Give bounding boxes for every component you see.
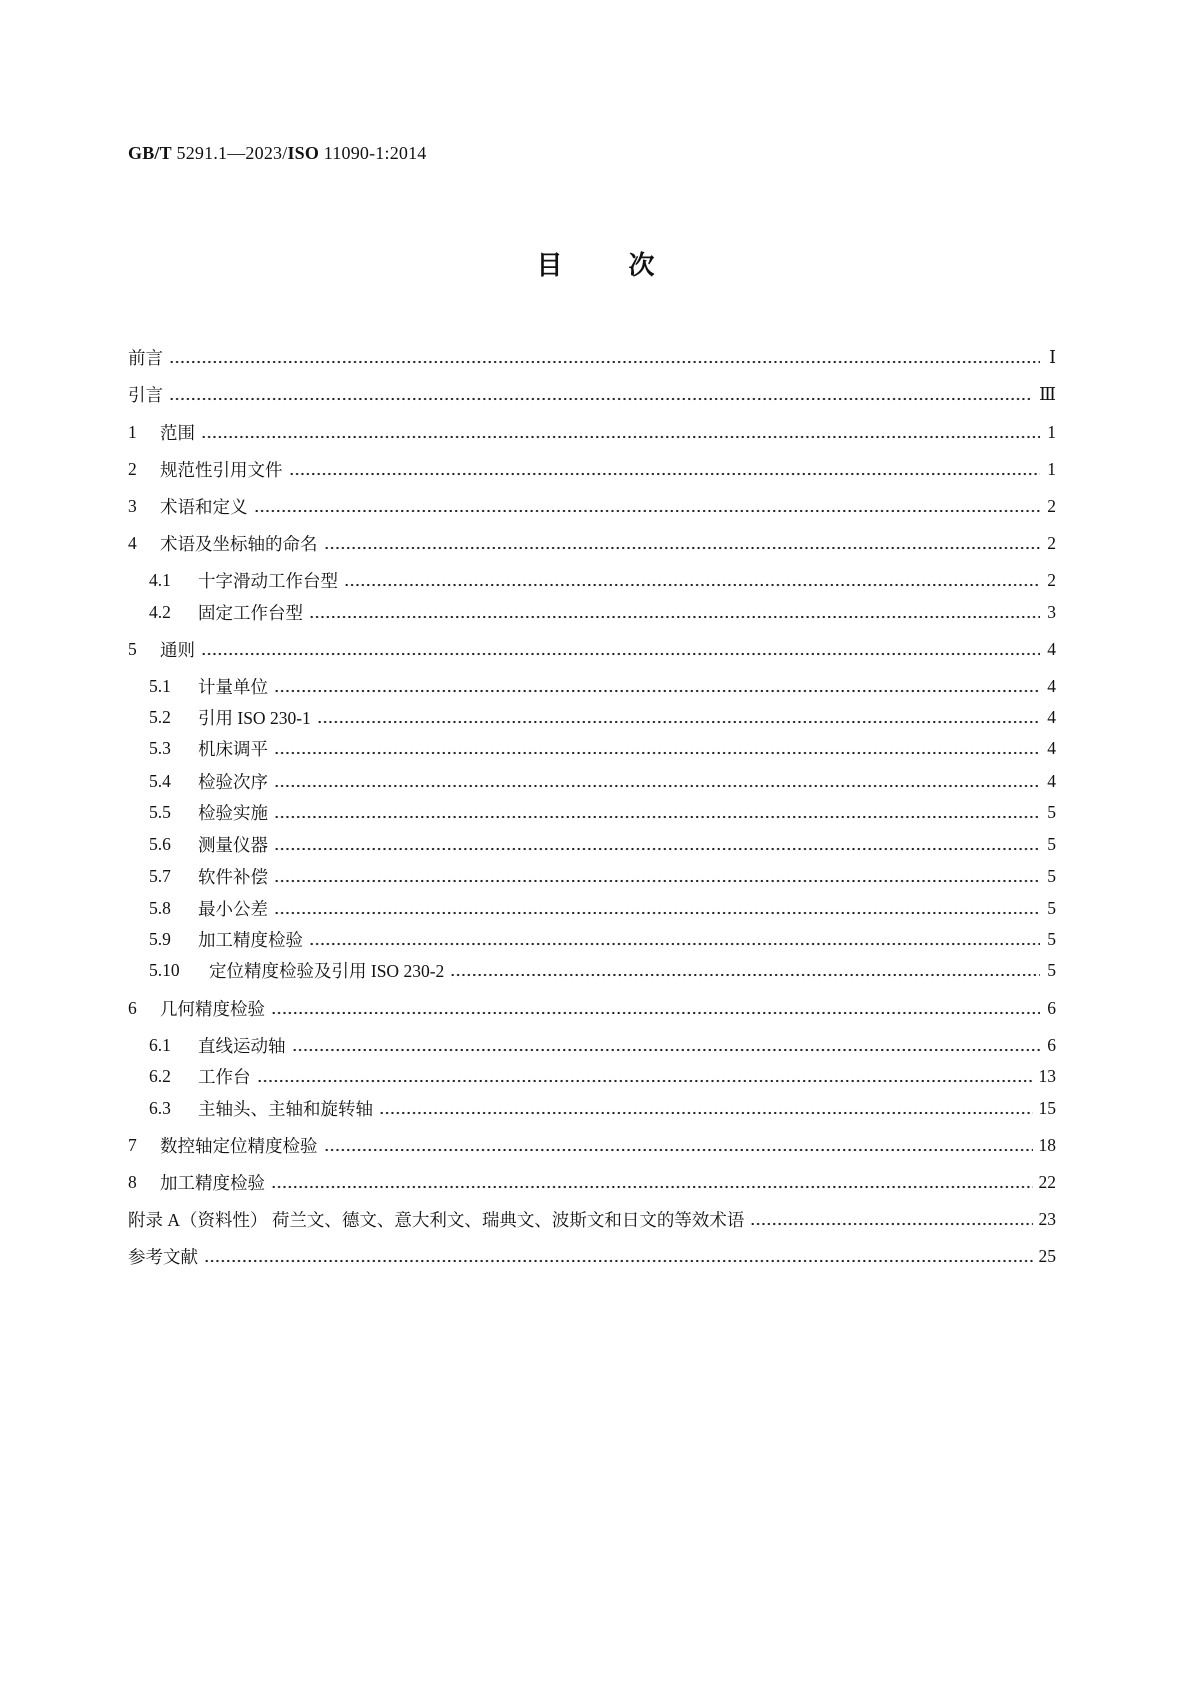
dot-leader bbox=[254, 493, 1041, 519]
dot-leader bbox=[271, 1169, 1033, 1195]
toc-entry-title: 前言 bbox=[128, 347, 163, 368]
toc-entry-number: 6.1 bbox=[149, 1034, 171, 1055]
toc-entry[interactable] bbox=[149, 831, 1056, 857]
toc-entry-title: 几何精度检验 bbox=[160, 998, 265, 1019]
dot-leader bbox=[169, 344, 1040, 370]
toc-entry-title: 术语和定义 bbox=[160, 496, 248, 517]
toc-entry-title: 引用 ISO 230-1 bbox=[198, 707, 311, 728]
toc-entry-number: 5.6 bbox=[149, 833, 171, 854]
toc-entry-title: 计量单位 bbox=[198, 676, 268, 697]
iso-prefix: ISO bbox=[287, 143, 320, 163]
toc-entry-number: 4.2 bbox=[149, 601, 171, 622]
dot-leader bbox=[257, 1063, 1033, 1089]
toc-entry[interactable] bbox=[128, 344, 1056, 370]
toc-entry-page: 4 bbox=[1047, 770, 1056, 791]
toc-entry-title: 范围 bbox=[160, 422, 195, 443]
toc-entry-number: 5.1 bbox=[149, 675, 171, 696]
toc-entry[interactable] bbox=[149, 957, 1056, 983]
toc-entry-number: 5.4 bbox=[149, 770, 171, 791]
dot-leader bbox=[271, 995, 1040, 1021]
toc-entry-number: 5.5 bbox=[149, 801, 171, 822]
dot-leader bbox=[292, 1032, 1041, 1058]
dot-leader bbox=[324, 530, 1041, 556]
toc-entry-title: 直线运动轴 bbox=[198, 1035, 286, 1056]
toc-entry[interactable] bbox=[149, 704, 1056, 730]
toc-entry-title: 检验次序 bbox=[198, 771, 268, 792]
toc-entry-number: 7 bbox=[128, 1134, 137, 1155]
toc-entry[interactable] bbox=[149, 599, 1056, 625]
toc-entry[interactable] bbox=[128, 995, 1056, 1021]
toc-entry-page: 5 bbox=[1047, 801, 1056, 822]
toc-entry[interactable] bbox=[128, 636, 1056, 662]
toc-entry[interactable] bbox=[149, 863, 1056, 889]
toc-entry-number: 6 bbox=[128, 997, 137, 1018]
toc-entry[interactable] bbox=[128, 530, 1056, 556]
toc-entry-page: 5 bbox=[1047, 833, 1056, 854]
toc-entry-page: 4 bbox=[1047, 638, 1056, 659]
toc-entry-page: 4 bbox=[1047, 675, 1056, 696]
toc-entry-number: 4.1 bbox=[149, 569, 171, 590]
toc-entry-number: 5.7 bbox=[149, 865, 171, 886]
toc-entry-page: 2 bbox=[1047, 532, 1056, 553]
toc-entry-page: 6 bbox=[1047, 997, 1056, 1018]
toc-entry-page: 22 bbox=[1038, 1171, 1056, 1192]
toc-entry-title: 固定工作台型 bbox=[198, 602, 303, 623]
toc-entry[interactable] bbox=[128, 493, 1056, 519]
toc-entry-number: 6.3 bbox=[149, 1097, 171, 1118]
page-title bbox=[0, 245, 1191, 282]
toc-entry-page: 2 bbox=[1047, 495, 1056, 516]
toc-entry-title: 测量仪器 bbox=[198, 834, 268, 855]
toc-entry-title: 机床调平 bbox=[198, 738, 268, 759]
title-char-2: 次 bbox=[628, 251, 655, 281]
dot-leader bbox=[309, 926, 1040, 952]
toc-entry-page: 25 bbox=[1038, 1245, 1056, 1266]
dot-leader bbox=[201, 419, 1040, 445]
toc-entry-number: 4 bbox=[128, 532, 137, 553]
dot-leader bbox=[274, 735, 1040, 761]
toc-entry-number: 8 bbox=[128, 1171, 137, 1192]
toc-entry-title: 术语及坐标轴的命名 bbox=[160, 533, 318, 554]
dot-leader bbox=[274, 863, 1040, 889]
toc-entry-page: 2 bbox=[1047, 569, 1056, 590]
standard-prefix: GB/T bbox=[128, 143, 172, 163]
toc-entry[interactable] bbox=[149, 567, 1056, 593]
title-char-1: 目 bbox=[536, 251, 563, 281]
toc-entry-title: 引言 bbox=[128, 384, 163, 405]
dot-leader bbox=[317, 704, 1040, 730]
toc-entry-title: 主轴头、主轴和旋转轴 bbox=[198, 1098, 373, 1119]
dot-leader bbox=[169, 381, 1033, 407]
toc-entry[interactable] bbox=[149, 673, 1056, 699]
toc-entry-page: 15 bbox=[1038, 1097, 1056, 1118]
toc-entry-title: 数控轴定位精度检验 bbox=[160, 1135, 318, 1156]
toc-entry-page: 5 bbox=[1047, 865, 1056, 886]
dot-leader bbox=[450, 957, 1040, 983]
toc-entry-page: 23 bbox=[1038, 1208, 1056, 1229]
toc-entry-page: 5 bbox=[1047, 959, 1056, 980]
dot-leader bbox=[201, 636, 1040, 662]
toc-entry[interactable] bbox=[149, 926, 1056, 952]
toc-entry-page: 1 bbox=[1047, 458, 1056, 479]
toc-entry-number: 5.2 bbox=[149, 706, 171, 727]
toc-entry-title: 通则 bbox=[160, 639, 195, 660]
toc-entry[interactable] bbox=[128, 1243, 1056, 1269]
toc-entry-number: 6.2 bbox=[149, 1065, 171, 1086]
toc-entry-page: 1 bbox=[1047, 421, 1056, 442]
dot-leader bbox=[750, 1206, 1032, 1232]
toc-entry[interactable] bbox=[128, 381, 1056, 407]
dot-leader bbox=[344, 567, 1040, 593]
toc-entry-page: 13 bbox=[1038, 1065, 1056, 1086]
toc-entry-title: 规范性引用文件 bbox=[160, 459, 283, 480]
toc-entry-title: 十字滑动工作台型 bbox=[198, 570, 338, 591]
toc-entry-number: 3 bbox=[128, 495, 137, 516]
toc-entry-page: 6 bbox=[1047, 1034, 1056, 1055]
toc-entry-title: 加工精度检验 bbox=[198, 929, 303, 950]
iso-number: 11090-1:2014 bbox=[319, 143, 427, 163]
toc-entry[interactable] bbox=[149, 895, 1056, 921]
toc-entry-page: Ⅰ bbox=[1049, 346, 1056, 367]
dot-leader bbox=[309, 599, 1040, 625]
toc-entry-title: 定位精度检验及引用 ISO 230-2 bbox=[209, 960, 445, 981]
toc-entry[interactable] bbox=[128, 419, 1056, 445]
toc-entry-title: 检验实施 bbox=[198, 802, 268, 823]
dot-leader bbox=[289, 456, 1041, 482]
toc-entry-page: 3 bbox=[1047, 601, 1056, 622]
toc-entry-page: Ⅲ bbox=[1039, 383, 1056, 404]
toc-entry-page: 4 bbox=[1047, 737, 1056, 758]
toc-entry-page: 18 bbox=[1038, 1134, 1056, 1155]
toc-entry-number: 5.8 bbox=[149, 897, 171, 918]
toc-entry[interactable] bbox=[149, 1095, 1056, 1121]
toc-entry[interactable] bbox=[128, 1169, 1056, 1195]
dot-leader bbox=[274, 799, 1040, 825]
toc-entry[interactable] bbox=[149, 1063, 1056, 1089]
dot-leader bbox=[274, 768, 1040, 794]
toc-entry[interactable] bbox=[149, 768, 1056, 794]
document-header bbox=[128, 143, 427, 164]
dot-leader bbox=[324, 1132, 1033, 1158]
dot-leader bbox=[204, 1243, 1033, 1269]
toc-entry-number: 1 bbox=[128, 421, 137, 442]
toc-entry-number: 5.10 bbox=[149, 959, 180, 980]
dot-leader bbox=[274, 673, 1040, 699]
toc-entry[interactable] bbox=[149, 1032, 1056, 1058]
standard-number: 5291.1—2023/ bbox=[171, 143, 288, 163]
dot-leader bbox=[274, 895, 1040, 921]
toc-entry-number: 5.9 bbox=[149, 928, 171, 949]
toc-entry-number: 5 bbox=[128, 638, 137, 659]
toc-entry-title: 软件补偿 bbox=[198, 866, 268, 887]
toc-entry[interactable] bbox=[128, 1132, 1056, 1158]
toc-entry[interactable] bbox=[149, 799, 1056, 825]
toc-entry-title: 加工精度检验 bbox=[160, 1172, 265, 1193]
toc-entry-title: 工作台 bbox=[198, 1066, 251, 1087]
toc-entry[interactable] bbox=[128, 1206, 1056, 1232]
toc-entry-page: 4 bbox=[1047, 706, 1056, 727]
dot-leader bbox=[274, 831, 1040, 857]
toc-entry-title: 最小公差 bbox=[198, 898, 268, 919]
toc-entry-title: 附录 A（资料性） 荷兰文、德文、意大利文、瑞典文、波斯文和日文的等效术语 bbox=[128, 1209, 745, 1230]
toc-entry-number: 5.3 bbox=[149, 737, 171, 758]
toc-entry[interactable] bbox=[128, 456, 1056, 482]
toc-entry-title: 参考文献 bbox=[128, 1246, 198, 1267]
toc-entry[interactable] bbox=[149, 735, 1056, 761]
toc-entry-page: 5 bbox=[1047, 897, 1056, 918]
dot-leader bbox=[379, 1095, 1033, 1121]
toc-entry-page: 5 bbox=[1047, 928, 1056, 949]
toc-entry-number: 2 bbox=[128, 458, 137, 479]
